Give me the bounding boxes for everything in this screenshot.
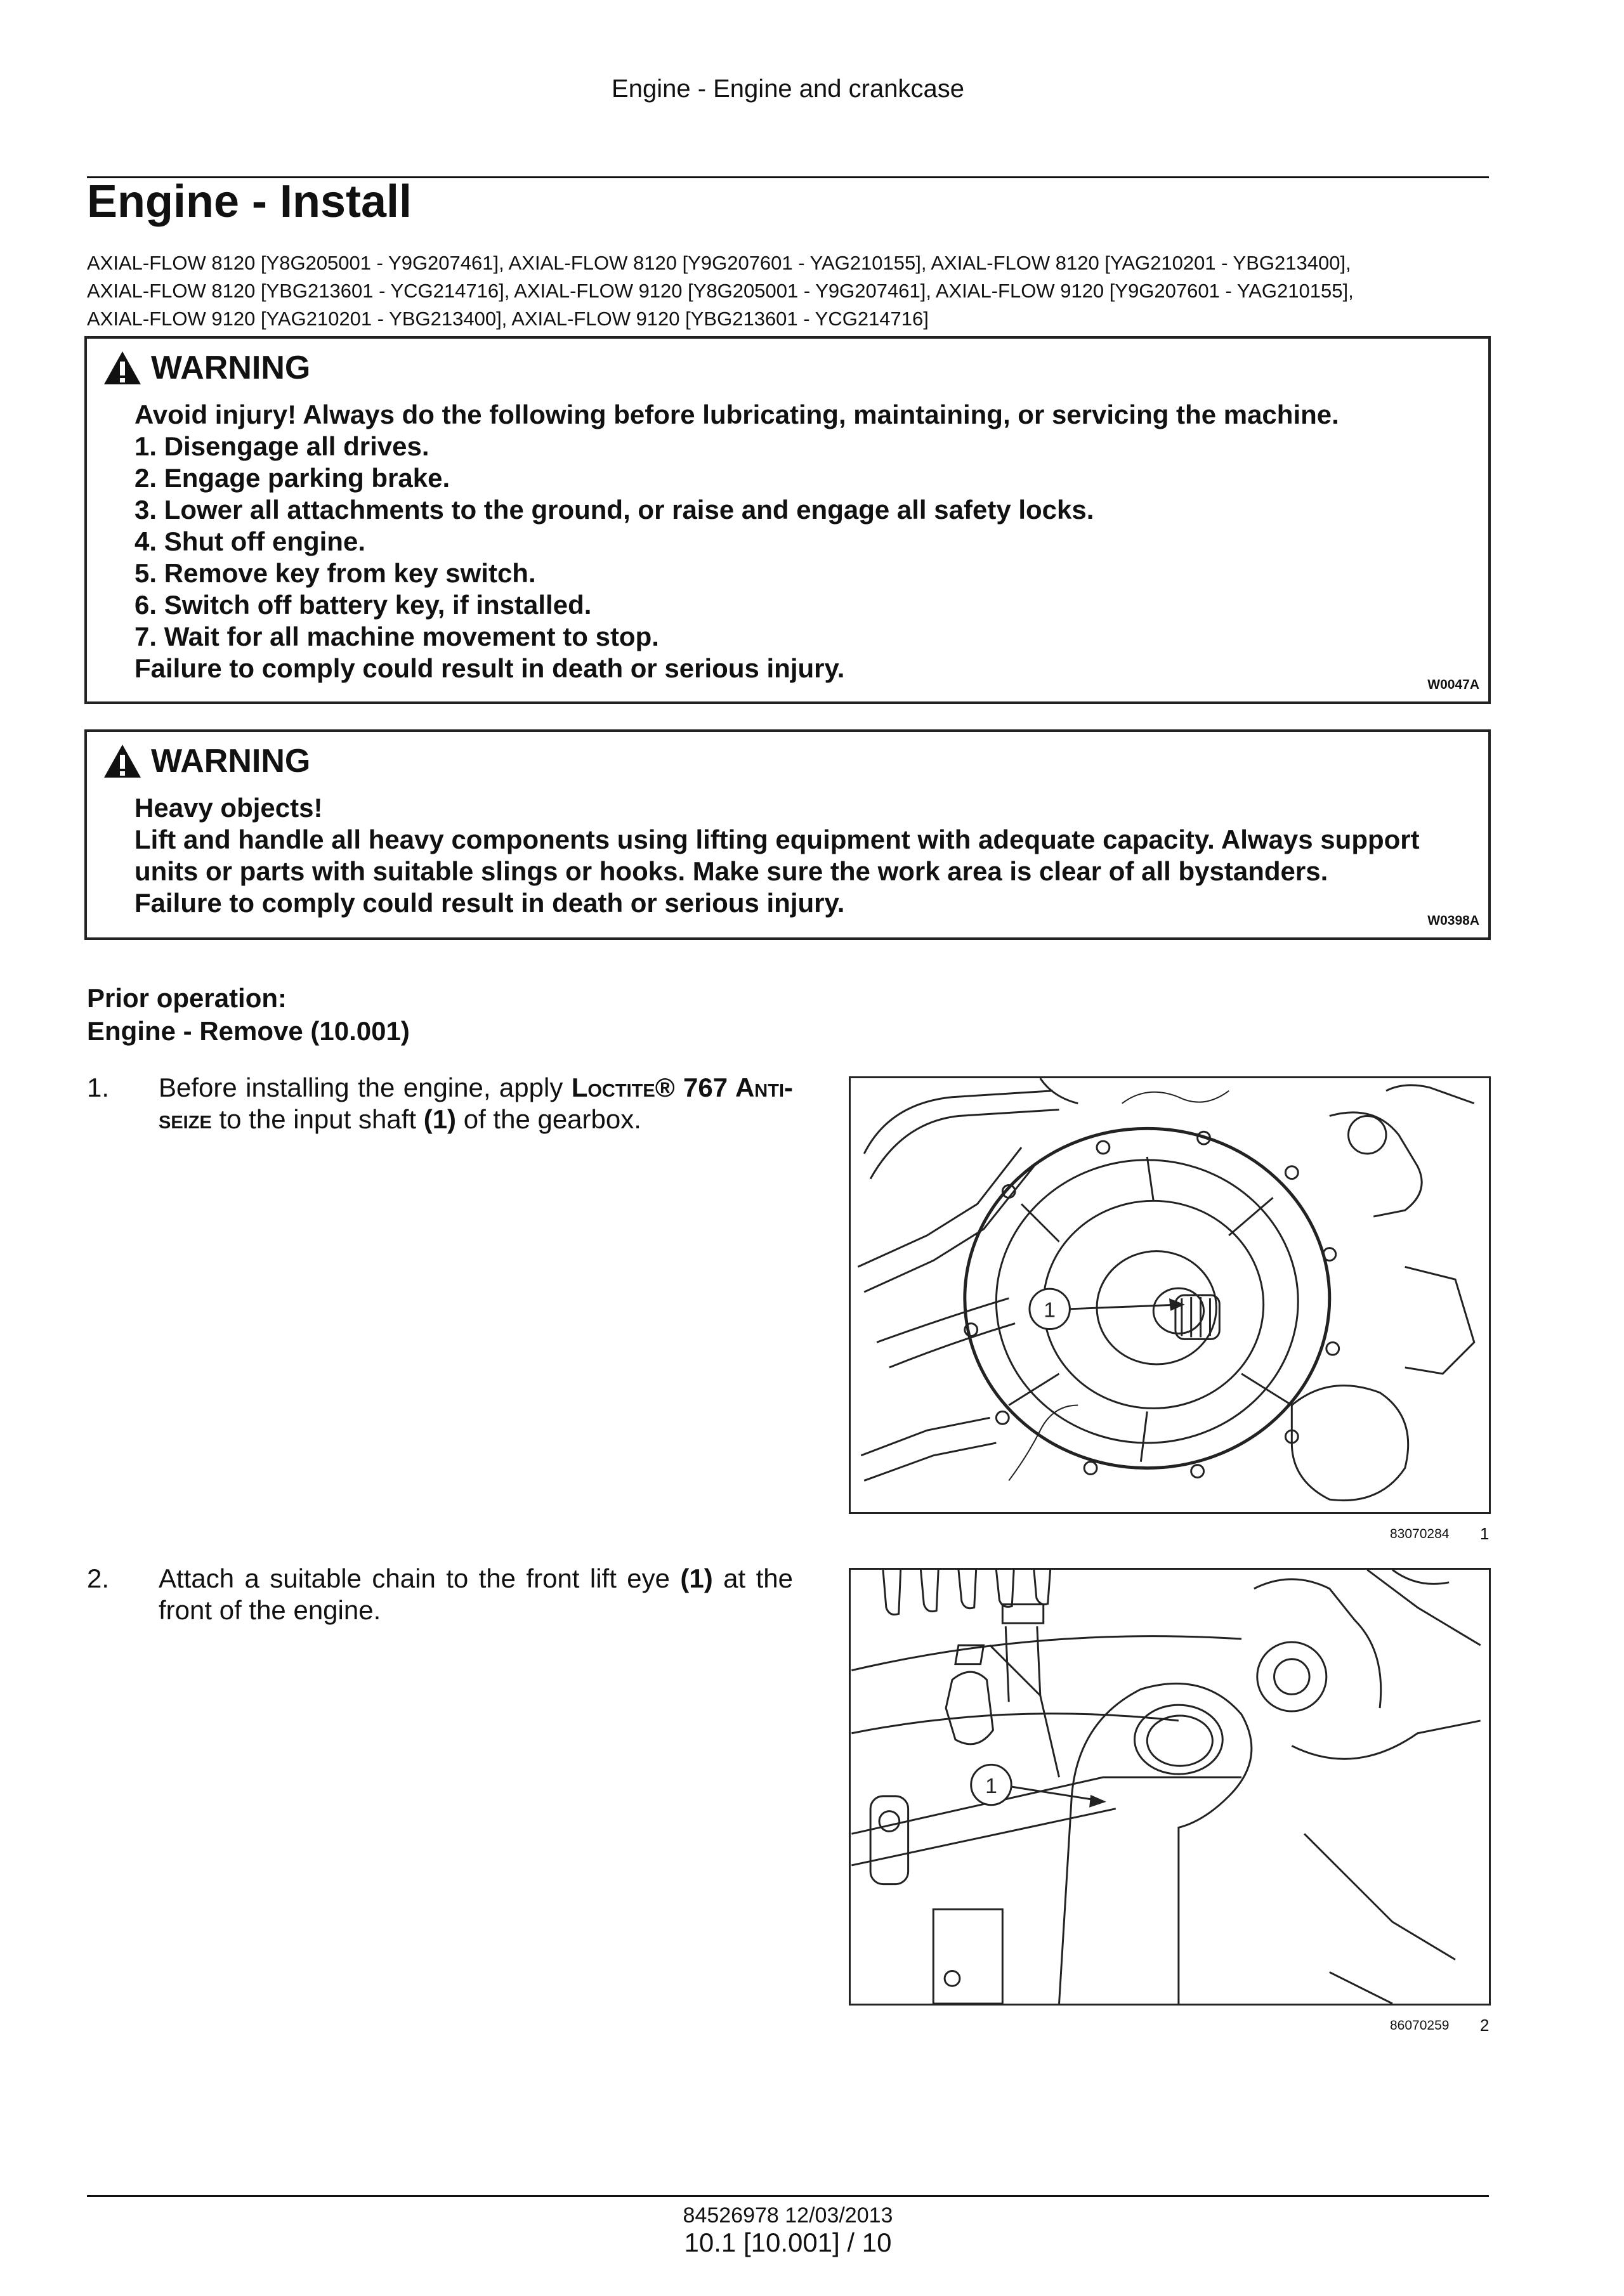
figure-front-lift-eye [849,1568,1491,2006]
footer-page-number: 10.1 [10.001] / 10 [684,2228,892,2257]
figure-code: 83070284 [1390,1527,1450,1541]
figure-gearbox-input-shaft [849,1076,1491,1514]
applicability-line: AXIAL-FLOW 8120 [YBG213601 - YCG214716], AXIAL-FLOW 9120 [Y8G205001 - Y9G207461], AXIAL-FLOW 9120 [Y9G207601 - YAG210155], [87,280,1354,302]
warning-code: W0398A [1427,913,1479,928]
step-number: 2. [87,1563,110,1593]
warning-box-heavy-objects [84,729,1491,940]
warning-lines [134,792,1420,919]
step-text: Attach a suitable chain to the front lift eye (1) at the front of the engine. [159,1563,793,1625]
warning-line: Failure to comply could result in death or serious injury. [134,888,845,918]
applicability-line: AXIAL-FLOW 9120 [YAG210201 - YBG213400], AXIAL-FLOW 9120 [YBG213601 - YCG214716] [87,308,929,330]
warning-heading-text: WARNING [151,349,311,386]
warning-line: Avoid injury! Always do the following before lubricating, maintaining, or servicing the machine. [134,400,1339,429]
warning-line: units or parts with suitable slings or hooks. Make sure the work area is clear of all bystanders. [134,856,1328,886]
figure-code: 86070259 [1390,2018,1450,2033]
applicability-list [87,249,1495,333]
figure-callout: 1 [985,1773,997,1798]
warning-triangle-icon [103,350,142,386]
prior-operation-link[interactable]: Engine - Remove (10.001) [87,1016,410,1046]
warning-line: Lift and handle all heavy components using lifting equipment with adequate capacity. Always support [134,825,1420,854]
warning-line: Heavy objects! [134,793,323,823]
warning-heading-text: WARNING [151,743,311,779]
gearbox-illustration [851,1078,1489,1512]
warning-triangle-icon [103,743,142,779]
prior-operation-label: Prior operation: [87,983,287,1013]
figure-number: 1 [1480,1524,1490,1543]
warning-line: 7. Wait for all machine movement to stop. [134,622,659,651]
warning-line: Failure to comply could result in death or serious injury. [134,653,845,683]
figure-callout: 1 [1044,1298,1056,1322]
product-name: Loctite® 767 Anti-seize [159,1073,793,1134]
step-text: Before installing the engine, apply Loctite® 767 Anti-seize to the input shaft (1) of the gearbox. [159,1073,793,1134]
prior-operation [87,982,410,1048]
running-header: Engine - Engine and crankcase [612,75,964,103]
lift-eye-illustration [851,1570,1489,2004]
warning-line: 5. Remove key from key switch. [134,558,536,588]
callout-ref: (1) [423,1104,457,1134]
figure-number: 2 [1480,2016,1490,2035]
warning-line: 6. Switch off battery key, if installed. [134,590,592,620]
warning-line: 2. Engage parking brake. [134,463,450,493]
warning-line: 1. Disengage all drives. [134,431,429,461]
warning-line: 3. Lower all attachments to the ground, or raise and engage all safety locks. [134,495,1094,525]
callout-ref: (1) [680,1563,713,1593]
footer-rule [87,2195,1489,2197]
warning-heading [103,742,310,780]
applicability-line: AXIAL-FLOW 8120 [Y8G205001 - Y9G207461], AXIAL-FLOW 8120 [Y9G207601 - YAG210155], AXIAL-FLOW 8120 [YAG210201 - YBG213400], [87,252,1351,274]
step-number: 1. [87,1073,110,1102]
footer-document-code: 84526978 12/03/2013 [683,2203,893,2228]
page-title: Engine - Install [87,176,412,227]
warning-box-general [84,336,1491,704]
warning-lines [134,399,1339,684]
warning-heading [103,349,310,387]
warning-line: 4. Shut off engine. [134,526,365,556]
warning-code: W0047A [1427,677,1479,692]
